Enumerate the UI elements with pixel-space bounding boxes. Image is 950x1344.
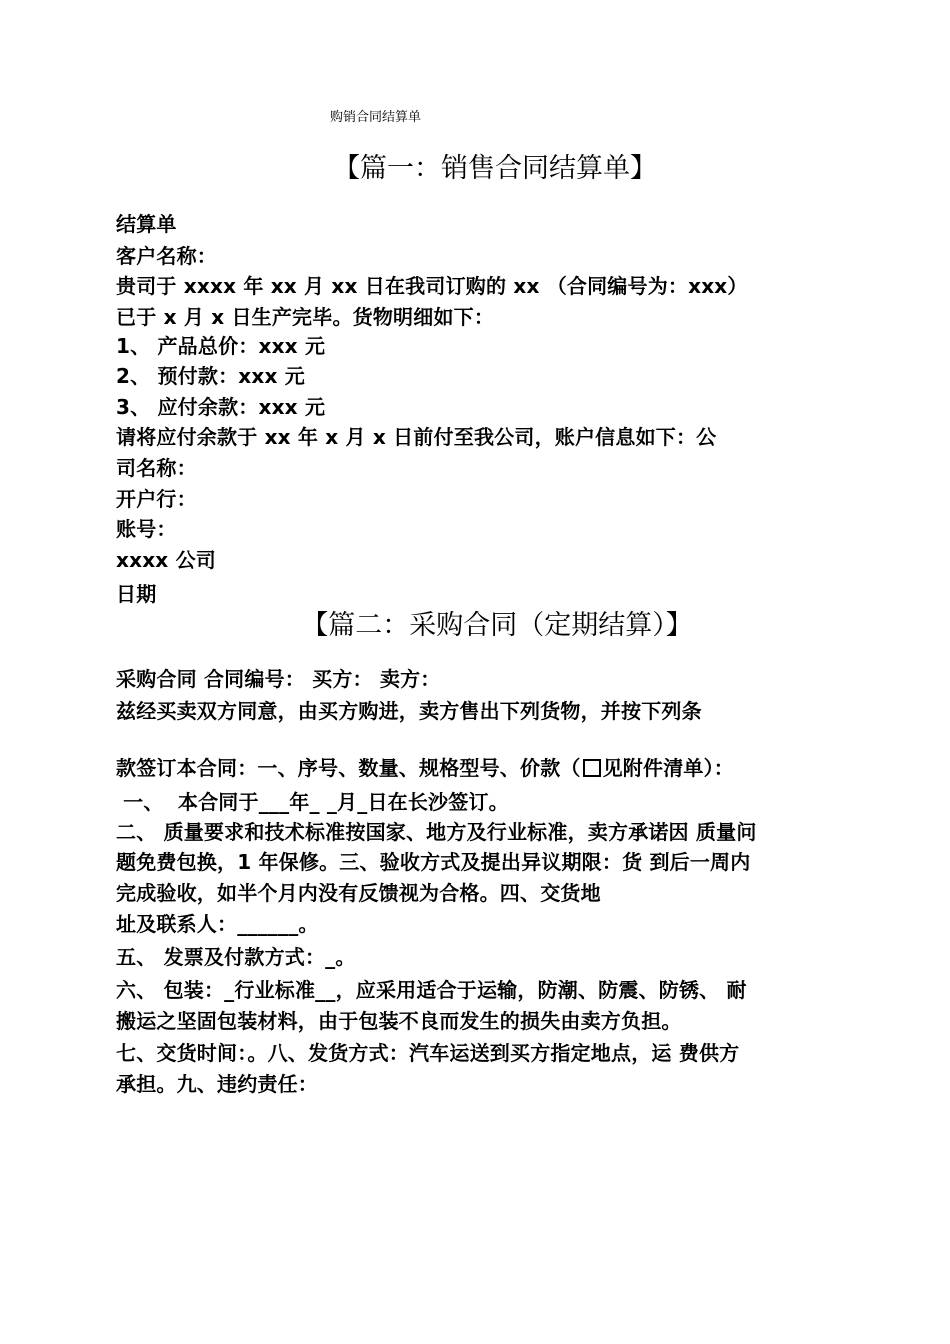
heading-part-one: 【篇一：销售合同结算单】 <box>333 153 657 184</box>
text-line: 承担。九、违约责任： <box>116 1072 318 1096</box>
clause-line-post: 见附件清单）： <box>602 756 735 780</box>
text-line: 题免费包换，1 年保修。三、验收方式及提出异议期限：货 到后一周内 <box>116 850 751 874</box>
text-line: 采购合同 合同编号： 买方： 卖方： <box>116 667 441 691</box>
text-line: 二、 质量要求和技术标准按国家、地方及行业标准，卖方承诺因 质量问 <box>116 820 757 844</box>
text-line: 2、 预付款：xxx 元 <box>116 364 305 388</box>
text-line: 开户行： <box>116 487 197 511</box>
text-line: 客户名称： <box>116 244 217 268</box>
clause-line <box>116 752 734 781</box>
text-line: 司名称： <box>116 456 197 480</box>
text-line: 结算单 <box>116 212 177 236</box>
text-line: 兹经买卖双方同意，由买方购进，卖方售出下列货物，并按下列条 <box>116 699 702 723</box>
text-line: 3、 应付余款：xxx 元 <box>116 395 326 419</box>
text-line: 已于 x 月 x 日生产完毕。货物明细如下： <box>116 305 495 329</box>
heading-part-two: 【篇二：采购合同（定期结算）】 <box>301 610 693 641</box>
checkbox-icon <box>583 759 601 777</box>
text-line: 七、交货时间：。八、发货方式：汽车运送到买方指定地点，运 费供方 <box>116 1041 740 1065</box>
text-line: 六、 包装：_行业标准__，应采用适合于运输，防潮、防震、防锈、 耐 <box>116 978 747 1002</box>
text-line: xxxx 公司 <box>116 548 216 572</box>
text-line: 贵司于 xxxx 年 xx 月 xx 日在我司订购的 xx （合同编号为：xxx） <box>116 274 748 298</box>
text-line: 搬运之坚固包装材料，由于包装不良而发生的损失由卖方负担。 <box>116 1009 682 1033</box>
text-line: 1、 产品总价：xxx 元 <box>116 334 326 358</box>
document-small-title: 购销合同结算单 <box>330 110 422 125</box>
text-line: 址及联系人：______。 <box>116 912 319 936</box>
text-line: 五、 发票及付款方式：_。 <box>116 945 356 969</box>
text-line: 日期 <box>116 582 157 606</box>
text-line: 完成验收，如半个月内没有反馈视为合格。四、交货地 <box>116 881 601 905</box>
text-line: 一、 本合同于___年_ _月_日在长沙签订。 <box>116 790 509 814</box>
text-line: 请将应付余款于 xx 年 x 月 x 日前付至我公司，账户信息如下：公 <box>116 425 717 449</box>
clause-line-pre: 款签订本合同：一、序号、数量、规格型号、价款（ <box>116 756 581 780</box>
text-line: 账号： <box>116 517 177 541</box>
